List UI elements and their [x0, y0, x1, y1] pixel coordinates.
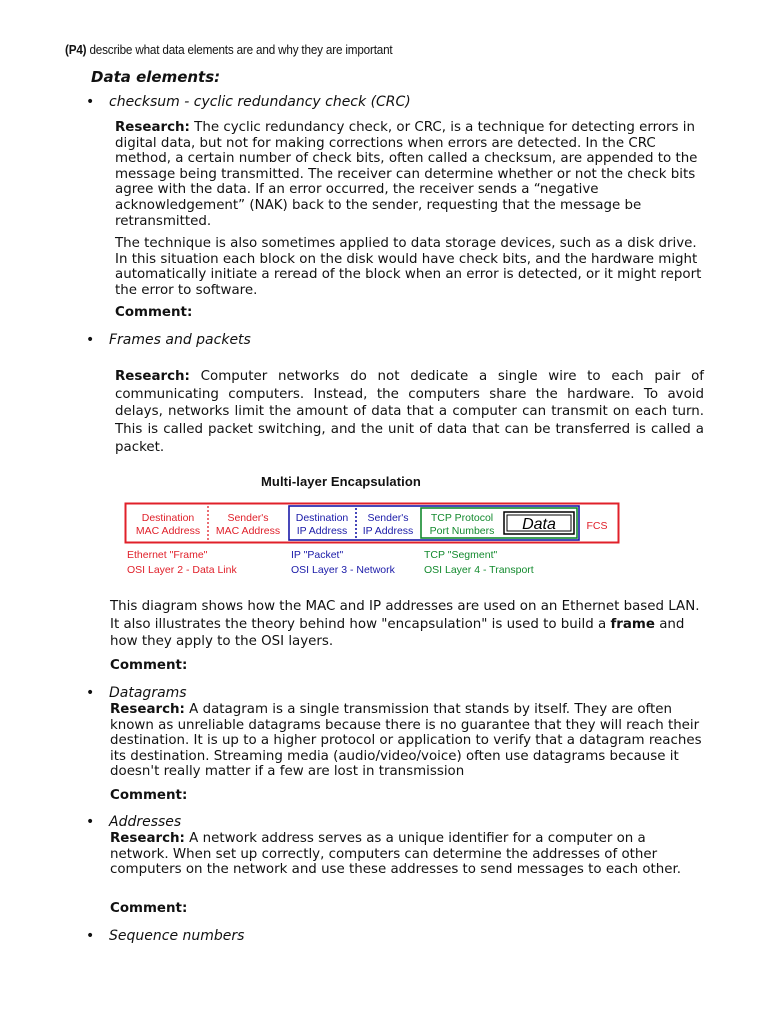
- research-label: Research:: [110, 702, 185, 717]
- dest-mac-line1: Destination: [141, 512, 195, 524]
- tcp-line1: TCP Protocol: [430, 512, 494, 524]
- crc-paragraph-2: The technique is also sometimes applied to data storage devices, such as a disk drive. In this situation each block on the disk would have check bits, and the hardware might automatically initiate a reread of the block when an error is detected, or it might report the error to software.: [115, 236, 702, 298]
- bullet-icon: •: [86, 685, 95, 701]
- bullet-label: checksum - cyclic redundancy check (CRC): [109, 94, 411, 110]
- bullet-icon: •: [86, 928, 95, 944]
- section-title: Data elements:: [91, 68, 221, 86]
- assignment-header: [65, 42, 393, 57]
- osi-layer4-label: OSI Layer 4 - Transport: [424, 564, 534, 576]
- comment-label: Comment:: [110, 901, 188, 916]
- tcp-line2: Port Numbers: [429, 525, 495, 537]
- osi-layer3-label: OSI Layer 3 - Network: [291, 564, 395, 576]
- task-code: (P4): [65, 42, 87, 57]
- bullet-icon: •: [86, 332, 95, 348]
- data-label: Data: [522, 516, 556, 533]
- research-text: Computer networks do not dedicate a single wire to each pair of communicating computers. Instead, the computers share the hardware. To avoid delays, networks limit the amount of data that a computer can transmit on each turn. This is called packet switching, and the unit of data that can be transferred is called a packet.: [115, 369, 704, 455]
- send-ip-line1: Sender's: [367, 512, 409, 524]
- osi-layer2-label: OSI Layer 2 - Data Link: [127, 564, 237, 576]
- tcp-segment-label: TCP "Segment": [424, 549, 498, 561]
- ip-packet-label: IP "Packet": [291, 549, 344, 561]
- encapsulation-diagram: [124, 502, 624, 582]
- description-text-b: and how they apply to the OSI layers.: [110, 616, 685, 649]
- dest-ip-line2: IP Address: [296, 525, 348, 537]
- description-bold: frame: [610, 616, 655, 632]
- send-mac-line2: MAC Address: [215, 525, 281, 537]
- task-description: describe what data elements are and why they are important: [86, 42, 393, 57]
- bullet-label: Addresses: [109, 814, 182, 830]
- addresses-research: [110, 831, 700, 878]
- comment-label: Comment:: [115, 305, 193, 320]
- research-text: A network address serves as a unique identifier for a computer on a network. When set up correctly, computers can determine the addresses of other computers on the network and use these addresses to send messages to each other.: [110, 831, 682, 878]
- diagram-title: Multi-layer Encapsulation: [261, 474, 421, 489]
- bullet-icon: •: [86, 814, 95, 830]
- send-mac-line1: Sender's: [227, 512, 269, 524]
- bullet-label: Datagrams: [109, 685, 187, 701]
- bullet-label: Frames and packets: [109, 332, 251, 348]
- datagrams-research: [110, 702, 708, 780]
- comment-label: Comment:: [110, 658, 188, 673]
- description-text-a: This diagram shows how the MAC and IP addresses are used on an Ethernet based LAN. It also illustrates the theory behind how "encapsulation" is used to build a: [110, 599, 700, 632]
- research-label: Research:: [115, 369, 190, 384]
- dest-ip-line1: Destination: [295, 512, 349, 524]
- research-label: Research:: [115, 120, 190, 135]
- crc-research: [115, 120, 710, 229]
- comment-label: Comment:: [110, 788, 188, 803]
- send-ip-line2: IP Address: [362, 525, 414, 537]
- ethernet-frame-label: Ethernet "Frame": [127, 549, 208, 561]
- research-label: Research:: [110, 831, 185, 846]
- frames-research: [115, 368, 704, 457]
- research-text: A datagram is a single transmission that stands by itself. They are often known as unreliable datagrams because there is no guarantee that they will reach their destination. It is up to a higher protocol or application to verify that a datagram reaches its destination. Streaming media (audio/video/voice) often use datagrams because it doesn't really matter if a few are lost in transmission: [110, 702, 702, 780]
- bullet-label: Sequence numbers: [109, 928, 245, 944]
- diagram-description: [110, 598, 710, 651]
- research-text: The cyclic redundancy check, or CRC, is a technique for detecting errors in digital data, but not for making corrections when errors are detected. In the CRC method, a certain number of check bits, often called a checksum, are appended to the message being transmitted. The receiver can determine whether or not the check bits agree with the data. If an error occurred, the receiver sends a “negative acknowledgement” (NAK) back to the sender, requesting that the message be retransmitted.: [115, 120, 698, 229]
- fcs-label: FCS: [586, 520, 608, 532]
- dest-mac-line2: MAC Address: [135, 525, 201, 537]
- bullet-icon: •: [86, 94, 95, 110]
